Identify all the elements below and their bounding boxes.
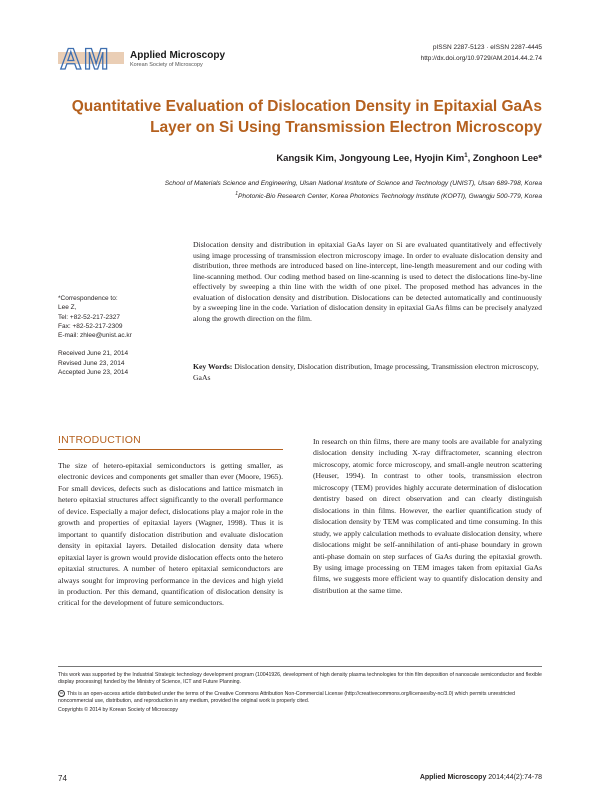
journal-name: Applied Microscopy bbox=[130, 50, 226, 61]
page-number: 74 bbox=[58, 774, 67, 783]
license-text: This is an open-access article distributed under the terms of the Creative Commons Attribution Non-Commercial License (http://creativecommons.org/licenses/by-nc/3.0) which permits unrestricted noncommercial use, distribution, and reproduction in any medium, provided the original work is properly cited. bbox=[58, 690, 516, 705]
footer-divider bbox=[58, 666, 542, 667]
journal-society: Korean Society of Microscopy bbox=[130, 62, 203, 68]
section-heading-introduction: INTRODUCTION bbox=[58, 434, 141, 446]
revised-date: Revised June 23, 2014 bbox=[58, 359, 125, 367]
correspondence-label: *Correspondence to: bbox=[58, 295, 118, 302]
abstract: Dislocation density and distribution in epitaxial GaAs layer on Si are evaluated quantitatively and effectively using image processing of transmission electron microscopy image. In order to evaluate dislocation density and distribution, three methods are introduced based on line-intercept, line-length measurement and our coding with line-scanning method. Our coding method based on line-scanning is used to detect the dislocations line-by-line effectively by sweeping a thin line with the width of one pixel. The proposed method has advances in the evaluation of dislocation density and distribution. Dislocations can be detected automatically and continuously by a sweeping line in the code. Variation of dislocation density in epitaxial GaAs films can be precisely analyzed along the growth direction on the film. bbox=[193, 240, 542, 323]
authors-last: , Zonghoon Lee* bbox=[467, 153, 542, 165]
affiliation-2-text: Photonic-Bio Research Center, Korea Photonics Technology Institute (KOPTI), Gwangju 500-779, Korea bbox=[238, 193, 542, 201]
issn: pISSN 2287-5123 · eISSN 2287-4445 bbox=[432, 44, 542, 51]
copyright-note: Copyrights © 2014 by Korean Society of Microscopy bbox=[58, 707, 179, 713]
keywords bbox=[193, 362, 542, 383]
running-footer bbox=[420, 774, 542, 781]
running-citation: 2014;44(2):74-78 bbox=[486, 774, 542, 781]
authors-main: Kangsik Kim, Jongyoung Lee, Hyojin Kim bbox=[276, 153, 465, 165]
correspondence-info bbox=[58, 294, 183, 377]
intro-left-column: The size of hetero-epitaxial semiconductors is getting smaller, as electronic devices and components get smaller than ever (Moore, 1965). For small devices, defects such as dislocations and lattice mismatch in hetero epitaxial structures affect significantly to the overall performance of device. Especially a major defect, dislocations play a major role in the growth and properties of epitaxial layers (Wagner, 1998). Thus it is important to quantify dislocation distribution and evaluate dislocation density in epitaxial layers. Detailed dislocation density data where epitaxial layer is grown would provide dislocation effects onto the hetero epitaxial structures. A number of hetero epitaxial semiconductors are always sought for improving performance in the devices and high yield in production. Per this demand, quantification of dislocation density is critical for the development of future semiconductors. bbox=[58, 461, 283, 608]
affiliation-2-superscript: 1 bbox=[235, 191, 239, 197]
article-title: Quantitative Evaluation of Dislocation Density in Epitaxial GaAs Layer on Si Using Transmission Electron Microscopy bbox=[71, 98, 542, 136]
accepted-date: Accepted June 23, 2014 bbox=[58, 369, 129, 377]
author-list bbox=[276, 153, 542, 164]
keywords-text: Dislocation density, Dislocation distribution, Image processing, Transmission electron microscopy, GaAs bbox=[193, 362, 539, 382]
doi-link[interactable]: http://dx.doi.org/10.9729/AM.2014.44.2.74 bbox=[420, 55, 542, 62]
creative-commons-icon: cc bbox=[59, 691, 64, 695]
author-superscript: 1 bbox=[464, 153, 468, 159]
journal-logo bbox=[58, 42, 124, 74]
logo-letters: AM bbox=[60, 43, 111, 74]
affiliation-2 bbox=[235, 191, 542, 200]
affiliation-1: School of Materials Science and Engineering, Ulsan National Institute of Science and Technology (UNIST), Ulsan 689-798, Korea bbox=[164, 180, 542, 187]
section-divider bbox=[58, 449, 283, 450]
received-date: Received June 21, 2014 bbox=[58, 350, 129, 358]
intro-right-column: In research on thin films, there are many tools are available for analyzing dislocation density including X-ray diffractometer, scanning electron microscopy, atomic force microscopy, and small-angle neutron scattering (Heuser, 1994). In contrast to other tools, transmission electron microscopy (TEM) provides highly accurate determination of dislocation dentistry based on direct observation and can clearly distinguish dislocations in thin films. However, the earlier quantification study of dislocation density by TEM was complicated and time consuming. In this study, we apply calculation methods to evaluate dislocation density, where dislocations might be self-annihilation of anti-phase boundary in grown anti-phase domain on step surfaces of GaAs during the epitaxial growth. By using image processing on TEM images taken from epitaxial GaAs films, we suggests more efficient way to quantify dislocation density and distribution at the same time. bbox=[313, 437, 542, 595]
correspondence-tel: Tel: +82-52-217-2327 bbox=[58, 313, 120, 321]
correspondence-email[interactable]: E-mail: zhlee@unist.ac.kr bbox=[58, 332, 132, 340]
correspondence-name: Lee Z, bbox=[58, 304, 77, 312]
license-note bbox=[58, 690, 542, 705]
running-journal: Applied Microscopy bbox=[419, 774, 487, 781]
correspondence-fax: Fax: +82-52-217-2309 bbox=[58, 322, 123, 330]
funding-note: This work was supported by the Industrial Strategic technology development program (10041926, development of high density plasma technologies for thin film deposition of nanoscale semiconductor and flexible display processing) funded by the Ministry of Science, ICT and Future Planning. bbox=[58, 672, 542, 686]
keywords-label: Key Words: bbox=[193, 362, 233, 371]
